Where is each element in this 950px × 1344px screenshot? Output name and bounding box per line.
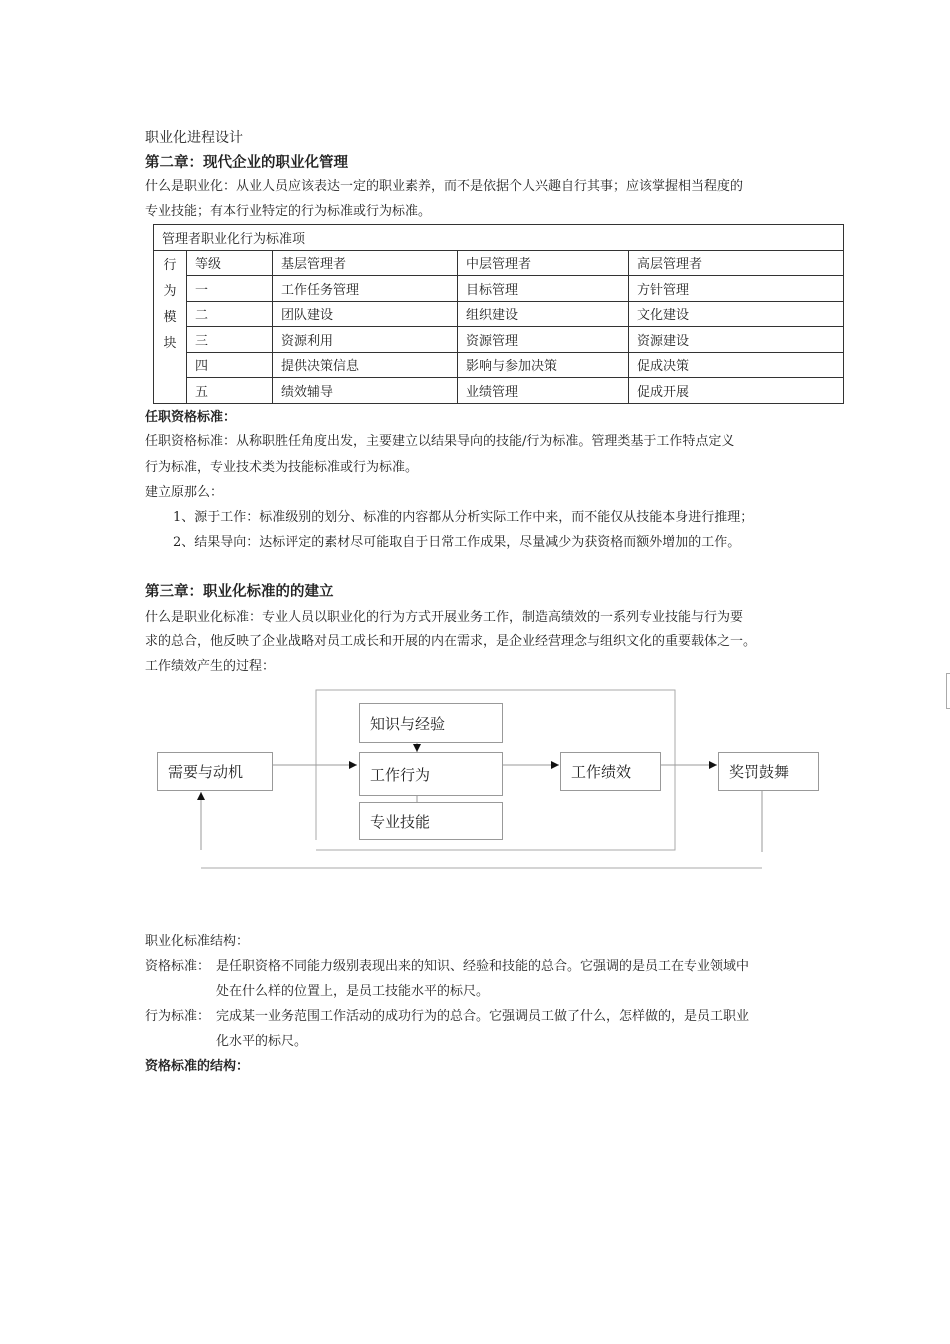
table-cell: 一 [187, 276, 273, 302]
table-cell: 绩效辅导 [273, 378, 458, 404]
beh-standard-line1: 完成某一业务范围工作活动的成功行为的总合。它强调员工做了什么，怎样做的，是员工职业 [216, 1009, 750, 1024]
chapter2-para-line2: 专业技能；有本行业特定的行为标准或行为标准。 [145, 204, 432, 219]
table-cell: 文化建设 [629, 301, 844, 327]
process-label: 工作绩效产生的过程： [145, 659, 276, 674]
table-cell: 资源管理 [458, 327, 629, 353]
principle-item-2: 2、结果导向：达标评定的素材尽可能取自于日常工作成果，尽量减少为获资格而额外增加的工作。 [173, 535, 741, 550]
table-header-cell: 高层管理者 [629, 250, 844, 276]
behavior-box: 工作行为 [359, 752, 503, 796]
table-cell: 五 [187, 378, 273, 404]
table-cell: 促成开展 [629, 378, 844, 404]
structure-label: 职业化标准结构： [145, 934, 250, 949]
table-cell: 四 [187, 352, 273, 378]
table-cell: 目标管理 [458, 276, 629, 302]
table-cell: 影响与参加决策 [458, 352, 629, 378]
chapter3-para-line2: 求的总合，他反映了企业战略对员工成长和开展的内在需求，是企业经营理念与组织文化的重要载体之一。 [145, 634, 757, 649]
table-cell: 资源利用 [273, 327, 458, 353]
table-cell: 组织建设 [458, 301, 629, 327]
qual-standard-line1: 是任职资格不同能力级别表现出来的知识、经验和技能的总合。它强调的是员工在专业领域中 [216, 959, 750, 974]
beh-standard-line2: 化水平的标尺。 [216, 1034, 308, 1049]
chapter2-para-line1: 什么是职业化：从业人员应该表达一定的职业素养，而不是依据个人兴趣自行其事；应该掌握相当程度的 [145, 179, 744, 194]
beh-standard-term: 行为标准： [145, 1009, 211, 1024]
table-cell: 资源建设 [629, 327, 844, 353]
table-cell: 方针管理 [629, 276, 844, 302]
table-cell: 提供决策信息 [273, 352, 458, 378]
motivation-box: 需要与动机 [157, 752, 273, 791]
table-cell: 三 [187, 327, 273, 353]
principle-label: 建立原那么： [145, 485, 224, 500]
table-cell: 促成决策 [629, 352, 844, 378]
table-cell: 二 [187, 301, 273, 327]
chapter3-heading: 第三章：职业化标准的的建立 [145, 583, 334, 600]
qualification-para-line2: 行为标准，专业技术类为技能标准或行为标准。 [145, 460, 419, 475]
table-caption: 管理者职业化行为标准项 [154, 225, 844, 251]
principle-item-1: 1、源于工作：标准级别的划分、标准的内容都从分析实际工作中来，而不能仅从技能本身进行推理； [173, 510, 754, 525]
chapter3-para-line1: 什么是职业化标准：专业人员以职业化的行为方式开展业务工作，制造高绩效的一系列专业技能与行为要 [145, 610, 744, 625]
table-header-cell: 基层管理者 [273, 250, 458, 276]
table-cell: 团队建设 [273, 301, 458, 327]
qualification-para-line1: 任职资格标准：从称职胜任角度出发，主要建立以结果导向的技能/行为标准。管理类基于工作特点定义 [145, 434, 735, 449]
chapter2-heading: 第二章：现代企业的职业化管理 [145, 154, 348, 171]
document-title: 职业化进程设计 [145, 130, 243, 146]
table-cell: 业绩管理 [458, 378, 629, 404]
table-header-cell: 等级 [187, 250, 273, 276]
performance-box: 工作绩效 [560, 752, 661, 791]
table-side-label: 行 为 模 块 [154, 250, 187, 403]
qualification-heading: 任职资格标准： [145, 410, 237, 425]
qual-standard-term: 资格标准： [145, 959, 211, 974]
reward-box: 奖罚鼓舞 [718, 752, 819, 791]
skill-box: 专业技能 [359, 802, 503, 840]
table-header-cell: 中层管理者 [458, 250, 629, 276]
table-cell: 工作任务管理 [273, 276, 458, 302]
qual-standard-line2: 处在什么样的位置上，是员工技能水平的标尺。 [216, 984, 490, 999]
knowledge-box: 知识与经验 [359, 703, 503, 743]
page-edge-marker [946, 673, 950, 709]
qual-structure-heading: 资格标准的结构： [145, 1059, 250, 1074]
